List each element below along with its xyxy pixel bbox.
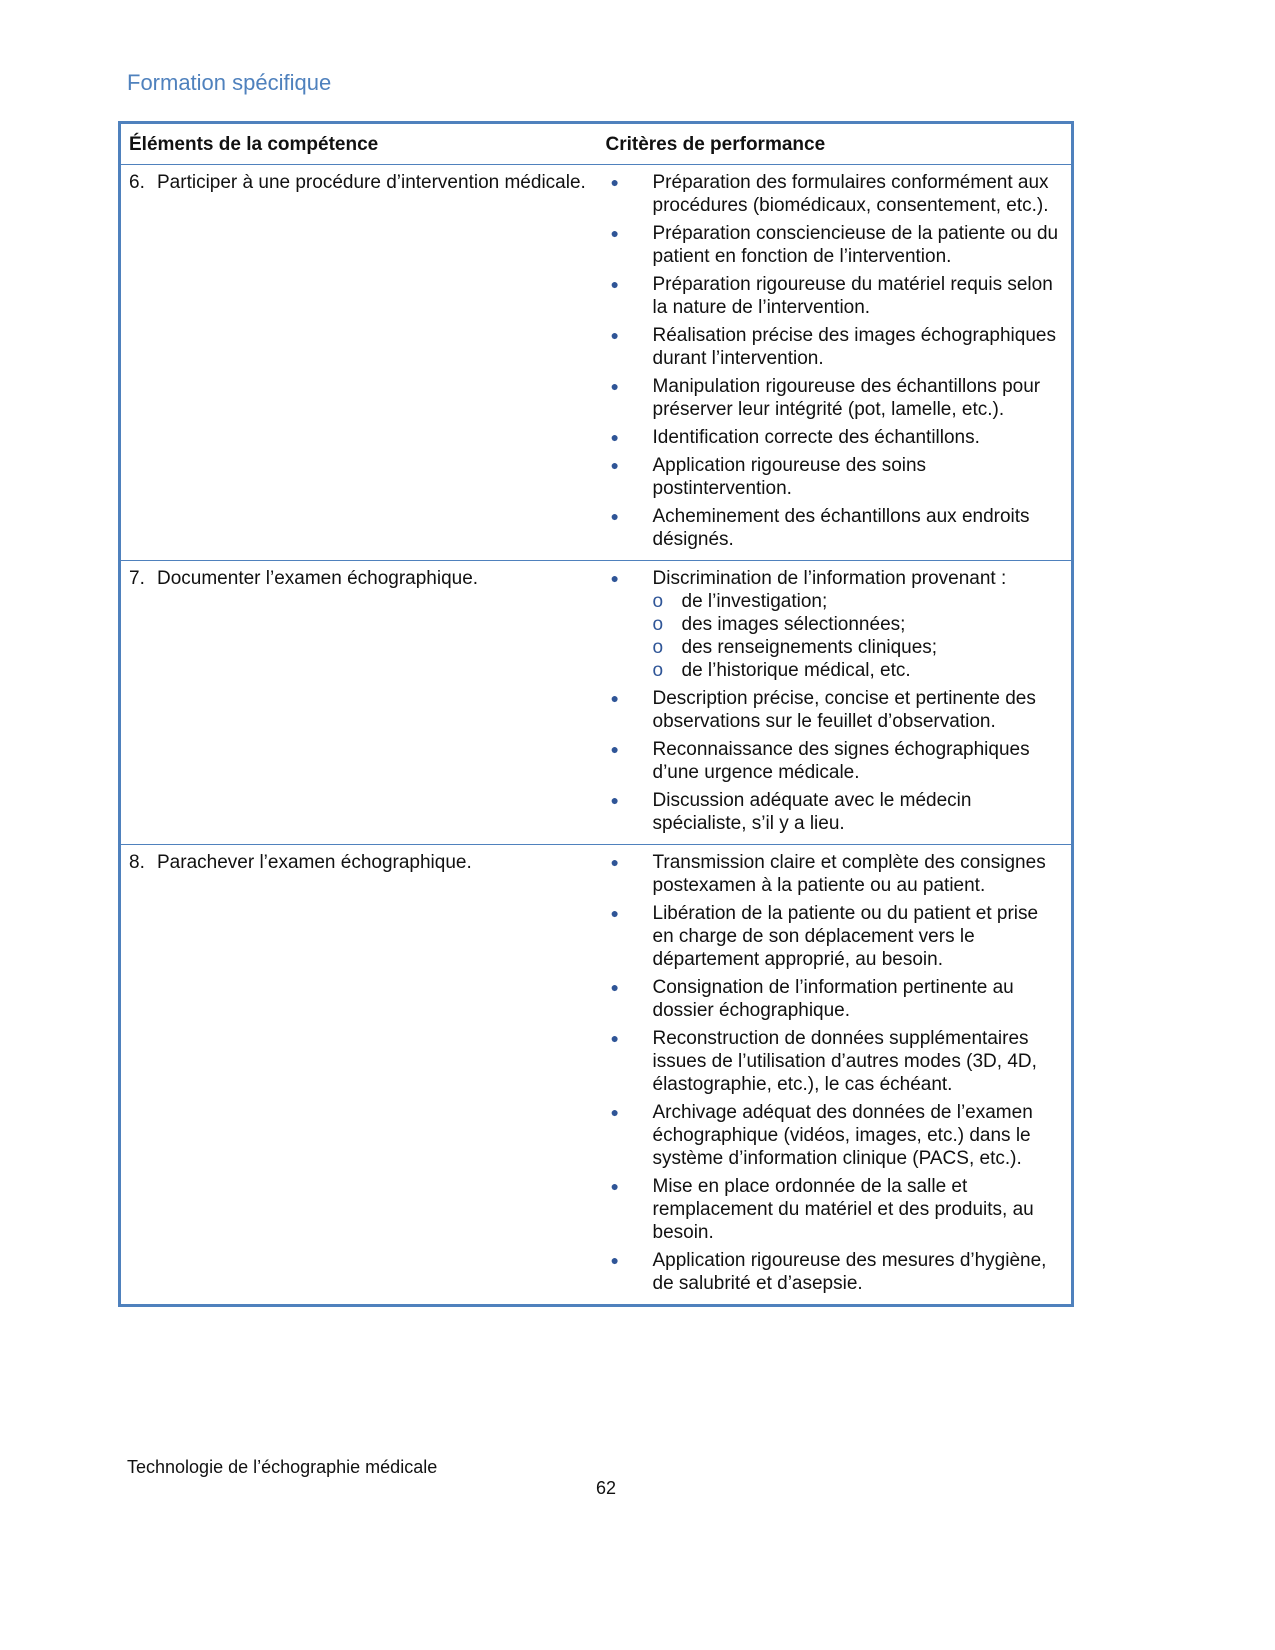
bullet-icon: ●	[610, 508, 619, 524]
criterion-text: Préparation rigoureuse du matériel requis selon la nature de l’intervention.	[652, 274, 1053, 318]
list-item	[606, 902, 1064, 971]
element-cell	[120, 561, 598, 845]
bullet-icon: ●	[610, 570, 619, 586]
list-item	[606, 324, 1064, 370]
bullet-icon: ●	[610, 1030, 619, 1046]
circle-bullet-icon: o	[652, 591, 664, 612]
bullet-icon: ●	[610, 690, 619, 706]
header-criteria: Critères de performance	[598, 123, 1073, 165]
criterion-text: Transmission claire et complète des consignes postexamen à la patiente ou au patient.	[652, 852, 1046, 896]
sub-criterion-text: de l’historique médical, etc.	[681, 660, 911, 681]
bullet-icon: ●	[610, 905, 619, 921]
bullet-icon: ●	[610, 1104, 619, 1120]
sub-list-item	[653, 590, 1064, 613]
circle-bullet-icon: o	[652, 660, 664, 681]
criterion-text: Libération de la patiente ou du patient et prise en charge de son déplacement vers le département approprié, au besoin.	[652, 903, 1039, 970]
criterion-text: Application rigoureuse des soins postintervention.	[652, 455, 927, 499]
bullet-icon: ●	[610, 429, 619, 445]
bullet-icon: ●	[610, 457, 619, 473]
list-item	[606, 222, 1064, 268]
criterion-text: Discussion adéquate avec le médecin spécialiste, s’il y a lieu.	[652, 790, 972, 834]
list-item	[606, 1249, 1064, 1295]
table-row	[120, 561, 1073, 845]
list-item	[606, 426, 1064, 449]
bullet-icon: ●	[610, 327, 619, 343]
sub-criterion-text: de l’investigation;	[681, 591, 828, 612]
bullet-icon: ●	[610, 1178, 619, 1194]
circle-bullet-icon: o	[652, 637, 664, 658]
circle-bullet-icon: o	[652, 614, 664, 635]
criterion-text: Discrimination de l’information provenant :	[652, 568, 1007, 589]
sub-list-item	[653, 659, 1064, 682]
list-item	[606, 375, 1064, 421]
list-item	[606, 171, 1064, 217]
criterion-text: Acheminement des échantillons aux endroits désignés.	[652, 506, 1030, 550]
criterion-text: Réalisation précise des images échographiques durant l’intervention.	[652, 325, 1056, 369]
list-item	[606, 976, 1064, 1022]
competence-table	[118, 121, 1074, 1307]
bullet-icon: ●	[610, 792, 619, 808]
list-item	[606, 1027, 1064, 1096]
bullet-icon: ●	[610, 854, 619, 870]
criterion-text: Reconstruction de données supplémentaires issues de l’utilisation d’autres modes (3D, 4D, élastographie, etc.), le cas échéant.	[652, 1028, 1037, 1095]
bullet-icon: ●	[610, 225, 619, 241]
criterion-text: Manipulation rigoureuse des échantillons pour préserver leur intégrité (pot, lamelle, etc.).	[652, 376, 1041, 420]
list-item	[606, 1175, 1064, 1244]
footer-title: Technologie de l’échographie médicale	[127, 1457, 438, 1477]
page-number: 62	[595, 1478, 617, 1498]
criterion-text: Description précise, concise et pertinente des observations sur le feuillet d’observation.	[652, 688, 1036, 732]
list-item	[606, 1101, 1064, 1170]
element-cell	[120, 845, 598, 1306]
criterion-text: Mise en place ordonnée de la salle et remplacement du matériel et des produits, au besoin.	[652, 1176, 1034, 1243]
element-text: Documenter l’examen échographique.	[157, 568, 479, 589]
element-cell	[120, 165, 598, 561]
criteria-cell	[598, 165, 1073, 561]
list-item	[606, 273, 1064, 319]
sub-criterion-text: des renseignements cliniques;	[681, 637, 938, 658]
criterion-text: Consignation de l’information pertinente au dossier échographique.	[652, 977, 1014, 1021]
bullet-icon: ●	[610, 174, 619, 190]
list-item	[606, 505, 1064, 551]
bullet-icon: ●	[610, 1252, 619, 1268]
list-item	[606, 454, 1064, 500]
element-text: Participer à une procédure d’intervention médicale.	[157, 172, 586, 193]
sub-criterion-text: des images sélectionnées;	[681, 614, 906, 635]
bullet-icon: ●	[610, 378, 619, 394]
element-text: Parachever l’examen échographique.	[157, 852, 472, 873]
criterion-text: Préparation consciencieuse de la patiente ou du patient en fonction de l’intervention.	[652, 223, 1059, 267]
criterion-text: Application rigoureuse des mesures d’hygiène, de salubrité et d’asepsie.	[652, 1250, 1047, 1294]
list-item	[606, 738, 1064, 784]
element-number: 7.	[129, 568, 145, 589]
list-item	[606, 687, 1064, 733]
criterion-text: Archivage adéquat des données de l’examen échographique (vidéos, images, etc.) dans le système d’information clinique (PACS, etc.).	[652, 1102, 1033, 1169]
criterion-text: Préparation des formulaires conformément aux procédures (biomédicaux, consentement, etc.).	[652, 172, 1049, 216]
section-heading: Formation spécifique	[127, 70, 332, 95]
criterion-text: Identification correcte des échantillons.	[652, 427, 980, 448]
criterion-text: Reconnaissance des signes échographiques d’une urgence médicale.	[652, 739, 1030, 783]
header-elements: Éléments de la compétence	[120, 123, 598, 165]
element-number: 6.	[129, 172, 145, 193]
list-item	[606, 567, 1064, 682]
sub-list-item	[653, 613, 1064, 636]
table-row	[120, 845, 1073, 1306]
list-item	[606, 789, 1064, 835]
bullet-icon: ●	[610, 979, 619, 995]
bullet-icon: ●	[610, 276, 619, 292]
list-item	[606, 851, 1064, 897]
criteria-cell	[598, 845, 1073, 1306]
criteria-cell	[598, 561, 1073, 845]
sub-list-item	[653, 636, 1064, 659]
table-row	[120, 165, 1073, 561]
bullet-icon: ●	[610, 741, 619, 757]
element-number: 8.	[129, 852, 145, 873]
